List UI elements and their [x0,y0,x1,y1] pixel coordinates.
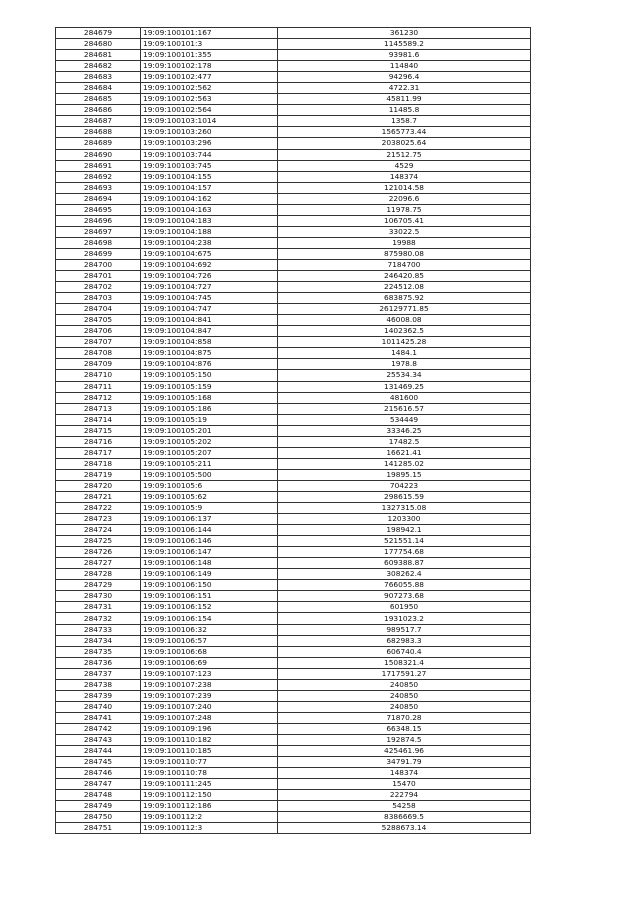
value-cell: 33022.5 [278,226,531,237]
table-row [56,271,531,282]
value-cell: 215616.57 [278,403,531,414]
cadastral-number-cell: 19:09:100104:183 [141,215,278,226]
value-cell: 46008.08 [278,315,531,326]
table-row [56,712,531,723]
table-row [56,646,531,657]
cadastral-number-cell: 19:09:100112:2 [141,812,278,823]
row-id-cell: 284684 [56,83,141,94]
cadastral-number-cell: 19:09:100106:146 [141,536,278,547]
value-cell: 16621.41 [278,447,531,458]
value-cell: 19988 [278,237,531,248]
row-id-cell: 284680 [56,39,141,50]
row-id-cell: 284679 [56,28,141,39]
table-row [56,613,531,624]
table-row [56,83,531,94]
cadastral-number-cell: 19:09:100101:355 [141,50,278,61]
row-id-cell: 284696 [56,215,141,226]
row-id-cell: 284738 [56,679,141,690]
cadastral-number-cell: 19:09:100105:62 [141,491,278,502]
table-row [56,491,531,502]
cadastral-number-cell: 19:09:100105:500 [141,469,278,480]
table-row [56,381,531,392]
row-id-cell: 284698 [56,237,141,248]
row-id-cell: 284733 [56,624,141,635]
table-row [56,480,531,491]
value-cell: 141285.02 [278,458,531,469]
table-row [56,746,531,757]
table-row [56,425,531,436]
table-row [56,138,531,149]
cadastral-number-cell: 19:09:100104:841 [141,315,278,326]
value-cell: 1358.7 [278,116,531,127]
row-id-cell: 284730 [56,591,141,602]
table-row [56,50,531,61]
table-row [56,370,531,381]
row-id-cell: 284740 [56,701,141,712]
table-row [56,723,531,734]
value-cell: 534449 [278,414,531,425]
table-row [56,701,531,712]
table-row [56,127,531,138]
cadastral-number-cell: 19:09:100105:19 [141,414,278,425]
cadastral-number-cell: 19:09:100112:3 [141,823,278,834]
row-id-cell: 284706 [56,326,141,337]
value-cell: 11978.75 [278,204,531,215]
value-cell: 308262.4 [278,569,531,580]
table-row [56,72,531,83]
row-id-cell: 284694 [56,193,141,204]
table-row [56,326,531,337]
table-row [56,823,531,834]
cadastral-number-cell: 19:09:100104:692 [141,259,278,270]
row-id-cell: 284749 [56,801,141,812]
row-id-cell: 284697 [56,226,141,237]
table-row [56,149,531,160]
cadastral-number-cell: 19:09:100104:727 [141,282,278,293]
table-row [56,580,531,591]
cadastral-number-cell: 19:09:100110:182 [141,735,278,746]
value-cell: 17482.5 [278,436,531,447]
row-id-cell: 284737 [56,668,141,679]
cadastral-number-cell: 19:09:100107:248 [141,712,278,723]
row-id-cell: 284747 [56,779,141,790]
row-id-cell: 284732 [56,613,141,624]
table-row [56,160,531,171]
cadastral-number-cell: 19:09:100105:159 [141,381,278,392]
row-id-cell: 284707 [56,337,141,348]
value-cell: 989517.7 [278,624,531,635]
value-cell: 298615.59 [278,491,531,502]
table-row [56,768,531,779]
value-cell: 683875.92 [278,293,531,304]
cadastral-number-cell: 19:09:100103:260 [141,127,278,138]
table-row [56,735,531,746]
table-row [56,447,531,458]
value-cell: 4722.31 [278,83,531,94]
row-id-cell: 284718 [56,458,141,469]
table-row [56,569,531,580]
cadastral-number-cell: 19:09:100106:137 [141,514,278,525]
table-row [56,171,531,182]
row-id-cell: 284744 [56,746,141,757]
table-row [56,812,531,823]
row-id-cell: 284746 [56,768,141,779]
table-row [56,61,531,72]
table-row [56,359,531,370]
value-cell: 19895.15 [278,469,531,480]
value-cell: 1978.8 [278,359,531,370]
cadastral-number-cell: 19:09:100107:123 [141,668,278,679]
row-id-cell: 284716 [56,436,141,447]
cadastral-number-cell: 19:09:100104:238 [141,237,278,248]
table-row [56,679,531,690]
cadastral-number-cell: 19:09:100112:150 [141,790,278,801]
cadastral-number-cell: 19:09:100106:154 [141,613,278,624]
row-id-cell: 284711 [56,381,141,392]
value-cell: 1565773.44 [278,127,531,138]
row-id-cell: 284734 [56,635,141,646]
cadastral-number-cell: 19:09:100109:196 [141,723,278,734]
table-row [56,39,531,50]
value-cell: 4529 [278,160,531,171]
table-row [56,226,531,237]
value-cell: 240850 [278,690,531,701]
cadastral-number-cell: 19:09:100105:202 [141,436,278,447]
cadastral-number-cell: 19:09:100101:3 [141,39,278,50]
value-cell: 222794 [278,790,531,801]
cadastral-number-cell: 19:09:100102:564 [141,105,278,116]
row-id-cell: 284710 [56,370,141,381]
row-id-cell: 284745 [56,757,141,768]
cadastral-number-cell: 19:09:100110:77 [141,757,278,768]
row-id-cell: 284724 [56,525,141,536]
cadastral-number-cell: 19:09:100104:876 [141,359,278,370]
value-cell: 45811.99 [278,94,531,105]
value-cell: 240850 [278,701,531,712]
cadastral-number-cell: 19:09:100106:57 [141,635,278,646]
cadastral-number-cell: 19:09:100110:185 [141,746,278,757]
cadastral-number-cell: 19:09:100105:201 [141,425,278,436]
row-id-cell: 284708 [56,348,141,359]
row-id-cell: 284739 [56,690,141,701]
row-id-cell: 284690 [56,149,141,160]
table-row [56,337,531,348]
value-cell: 425461.96 [278,746,531,757]
value-cell: 114840 [278,61,531,72]
row-id-cell: 284731 [56,602,141,613]
cadastral-number-cell: 19:09:100104:188 [141,226,278,237]
cadastral-number-cell: 19:09:100106:69 [141,657,278,668]
row-id-cell: 284682 [56,61,141,72]
cadastral-number-cell: 19:09:100106:149 [141,569,278,580]
row-id-cell: 284699 [56,248,141,259]
table-row [56,348,531,359]
table-row [56,182,531,193]
value-cell: 11485.8 [278,105,531,116]
table-row [56,690,531,701]
value-cell: 25534.34 [278,370,531,381]
cadastral-number-cell: 19:09:100104:747 [141,304,278,315]
table-row [56,259,531,270]
cadastral-number-cell: 19:09:100102:563 [141,94,278,105]
value-cell: 148374 [278,768,531,779]
cadastral-number-cell: 19:09:100105:186 [141,403,278,414]
cadastral-number-cell: 19:09:100103:744 [141,149,278,160]
value-cell: 766055.88 [278,580,531,591]
row-id-cell: 284692 [56,171,141,182]
cadastral-number-cell: 19:09:100104:157 [141,182,278,193]
cadastral-number-cell: 19:09:100112:186 [141,801,278,812]
data-table [55,27,531,834]
cadastral-number-cell: 19:09:100104:162 [141,193,278,204]
cadastral-number-cell: 19:09:100111:245 [141,779,278,790]
cadastral-number-cell: 19:09:100107:240 [141,701,278,712]
cadastral-number-cell: 19:09:100105:211 [141,458,278,469]
value-cell: 601950 [278,602,531,613]
table-row [56,436,531,447]
table-row [56,215,531,226]
value-cell: 93981.6 [278,50,531,61]
value-cell: 1011425.28 [278,337,531,348]
row-id-cell: 284688 [56,127,141,138]
cadastral-number-cell: 19:09:100103:296 [141,138,278,149]
row-id-cell: 284741 [56,712,141,723]
row-id-cell: 284723 [56,514,141,525]
table-row [56,514,531,525]
value-cell: 94296.4 [278,72,531,83]
cadastral-number-cell: 19:09:100106:147 [141,547,278,558]
table-row [56,116,531,127]
table-row [56,536,531,547]
value-cell: 8386669.5 [278,812,531,823]
value-cell: 606740.4 [278,646,531,657]
table-row [56,779,531,790]
row-id-cell: 284705 [56,315,141,326]
row-id-cell: 284685 [56,94,141,105]
row-id-cell: 284725 [56,536,141,547]
cadastral-number-cell: 19:09:100102:178 [141,61,278,72]
value-cell: 875980.08 [278,248,531,259]
row-id-cell: 284720 [56,480,141,491]
cadastral-number-cell: 19:09:100102:477 [141,72,278,83]
table-row [56,204,531,215]
row-id-cell: 284700 [56,259,141,270]
row-id-cell: 284736 [56,657,141,668]
row-id-cell: 284748 [56,790,141,801]
value-cell: 33346.25 [278,425,531,436]
table-row [56,657,531,668]
table-row [56,801,531,812]
row-id-cell: 284704 [56,304,141,315]
table-body [56,28,531,834]
table-row [56,414,531,425]
cadastral-number-cell: 19:09:100101:167 [141,28,278,39]
value-cell: 177754.68 [278,547,531,558]
value-cell: 246420.85 [278,271,531,282]
cadastral-number-cell: 19:09:100105:6 [141,480,278,491]
row-id-cell: 284691 [56,160,141,171]
value-cell: 361230 [278,28,531,39]
value-cell: 66348.15 [278,723,531,734]
table-row [56,547,531,558]
table-row [56,469,531,480]
table-row [56,28,531,39]
value-cell: 1327315.08 [278,503,531,514]
row-id-cell: 284728 [56,569,141,580]
table-row [56,248,531,259]
cadastral-number-cell: 19:09:100103:1014 [141,116,278,127]
cadastral-number-cell: 19:09:100107:239 [141,690,278,701]
cadastral-number-cell: 19:09:100104:858 [141,337,278,348]
row-id-cell: 284709 [56,359,141,370]
cadastral-number-cell: 19:09:100106:152 [141,602,278,613]
table-row [56,458,531,469]
cadastral-number-cell: 19:09:100102:562 [141,83,278,94]
value-cell: 1203300 [278,514,531,525]
table-row [56,668,531,679]
row-id-cell: 284681 [56,50,141,61]
row-id-cell: 284712 [56,392,141,403]
value-cell: 682983.3 [278,635,531,646]
value-cell: 2038025.64 [278,138,531,149]
value-cell: 5288673.14 [278,823,531,834]
row-id-cell: 284717 [56,447,141,458]
row-id-cell: 284702 [56,282,141,293]
row-id-cell: 284683 [56,72,141,83]
cadastral-number-cell: 19:09:100104:847 [141,326,278,337]
row-id-cell: 284714 [56,414,141,425]
cadastral-number-cell: 19:09:100110:78 [141,768,278,779]
table-row [56,525,531,536]
value-cell: 54258 [278,801,531,812]
row-id-cell: 284743 [56,735,141,746]
table-row [56,503,531,514]
value-cell: 34791.79 [278,757,531,768]
value-cell: 240850 [278,679,531,690]
table-row [56,105,531,116]
cadastral-number-cell: 19:09:100105:207 [141,447,278,458]
row-id-cell: 284750 [56,812,141,823]
cadastral-number-cell: 19:09:100104:875 [141,348,278,359]
row-id-cell: 284735 [56,646,141,657]
value-cell: 131469.25 [278,381,531,392]
row-id-cell: 284713 [56,403,141,414]
cadastral-number-cell: 19:09:100106:148 [141,558,278,569]
value-cell: 106705.41 [278,215,531,226]
value-cell: 1931023.2 [278,613,531,624]
row-id-cell: 284686 [56,105,141,116]
value-cell: 71870.28 [278,712,531,723]
table-row [56,237,531,248]
cadastral-number-cell: 19:09:100105:168 [141,392,278,403]
value-cell: 22096.6 [278,193,531,204]
table-row [56,757,531,768]
table-row [56,392,531,403]
cadastral-number-cell: 19:09:100104:155 [141,171,278,182]
cadastral-number-cell: 19:09:100104:163 [141,204,278,215]
row-id-cell: 284727 [56,558,141,569]
row-id-cell: 284703 [56,293,141,304]
table-row [56,282,531,293]
value-cell: 704223 [278,480,531,491]
value-cell: 1508321.4 [278,657,531,668]
value-cell: 1145589.2 [278,39,531,50]
value-cell: 609388.87 [278,558,531,569]
value-cell: 521551.14 [278,536,531,547]
table-row [56,304,531,315]
value-cell: 7184700 [278,259,531,270]
row-id-cell: 284687 [56,116,141,127]
cadastral-number-cell: 19:09:100106:144 [141,525,278,536]
value-cell: 1717591.27 [278,668,531,679]
cadastral-number-cell: 19:09:100104:675 [141,248,278,259]
cadastral-number-cell: 19:09:100104:726 [141,271,278,282]
value-cell: 198942.1 [278,525,531,536]
cadastral-number-cell: 19:09:100106:32 [141,624,278,635]
table-row [56,602,531,613]
cadastral-number-cell: 19:09:100104:745 [141,293,278,304]
table-row [56,94,531,105]
row-id-cell: 284726 [56,547,141,558]
row-id-cell: 284751 [56,823,141,834]
cadastral-number-cell: 19:09:100106:151 [141,591,278,602]
row-id-cell: 284715 [56,425,141,436]
value-cell: 148374 [278,171,531,182]
row-id-cell: 284721 [56,491,141,502]
value-cell: 907273.68 [278,591,531,602]
row-id-cell: 284693 [56,182,141,193]
row-id-cell: 284729 [56,580,141,591]
value-cell: 15470 [278,779,531,790]
table-row [56,193,531,204]
table-row [56,624,531,635]
value-cell: 21512.75 [278,149,531,160]
value-cell: 192874.5 [278,735,531,746]
cadastral-number-cell: 19:09:100106:68 [141,646,278,657]
cadastral-number-cell: 19:09:100105:150 [141,370,278,381]
value-cell: 481600 [278,392,531,403]
row-id-cell: 284722 [56,503,141,514]
value-cell: 1402362.5 [278,326,531,337]
row-id-cell: 284695 [56,204,141,215]
table-row [56,591,531,602]
cadastral-number-cell: 19:09:100103:745 [141,160,278,171]
row-id-cell: 284689 [56,138,141,149]
table-row [56,293,531,304]
table-row [56,558,531,569]
cadastral-number-cell: 19:09:100105:9 [141,503,278,514]
value-cell: 121014.58 [278,182,531,193]
row-id-cell: 284719 [56,469,141,480]
table-row [56,315,531,326]
value-cell: 1484.1 [278,348,531,359]
value-cell: 26129771.85 [278,304,531,315]
table-row [56,790,531,801]
table-row [56,635,531,646]
cadastral-number-cell: 19:09:100107:238 [141,679,278,690]
value-cell: 224512.08 [278,282,531,293]
row-id-cell: 284742 [56,723,141,734]
row-id-cell: 284701 [56,271,141,282]
table-row [56,403,531,414]
cadastral-number-cell: 19:09:100106:150 [141,580,278,591]
